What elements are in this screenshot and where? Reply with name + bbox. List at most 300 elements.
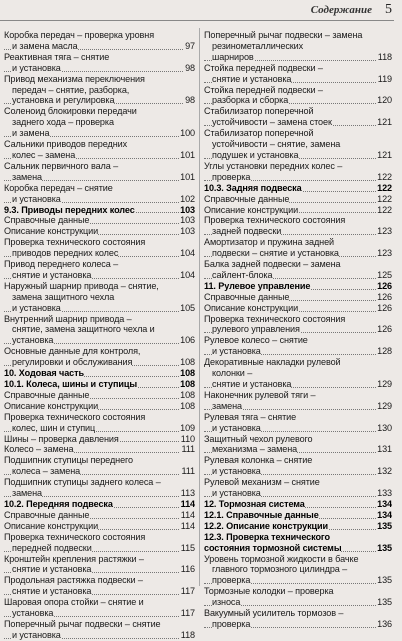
toc-text: 9.3. Приводы передних колес	[4, 204, 135, 215]
toc-line	[204, 259, 392, 270]
toc-line	[4, 499, 195, 510]
toc-line	[204, 172, 392, 183]
toc-page-number: 111	[181, 466, 195, 477]
toc-text: Тормозные колодки – проверка	[204, 586, 334, 597]
toc-line	[204, 346, 392, 357]
toc-page-number: 106	[180, 335, 195, 346]
toc-line	[4, 586, 195, 597]
toc-text: Подшипник ступицы переднего	[4, 455, 133, 466]
toc-text: Рулевой механизм – снятие	[204, 477, 320, 488]
toc-line	[204, 575, 392, 586]
toc-line	[204, 52, 392, 63]
toc-entry	[4, 619, 195, 641]
toc-page-number: 104	[180, 269, 195, 280]
toc-page-number: 108	[180, 389, 195, 400]
toc-line	[4, 74, 195, 85]
toc-text: Рулевая тяга – снятие	[204, 411, 297, 422]
toc-page-number: 103	[180, 204, 195, 215]
toc-entry	[4, 161, 195, 183]
toc-line	[204, 597, 392, 608]
toc-page-number: 136	[377, 618, 392, 629]
toc-entry	[204, 183, 392, 194]
toc-line	[204, 521, 392, 532]
toc-line	[204, 237, 392, 248]
toc-text: Внутренний шарнир привода –	[4, 313, 132, 324]
toc-entry	[204, 477, 392, 499]
toc-text: установка и регулировка	[12, 95, 115, 106]
toc-text: проверка	[212, 171, 251, 182]
toc-line	[4, 554, 195, 565]
toc-line	[4, 423, 195, 434]
toc-line	[4, 117, 195, 128]
toc-text: рулевого управления	[212, 324, 300, 335]
toc-text: устойчивости – замена стоек	[212, 117, 332, 128]
toc-text: Вакуумный усилитель тормозов –	[204, 608, 344, 619]
toc-text: установка	[12, 335, 54, 346]
toc-text: 10.3. Задняя подвеска	[204, 182, 302, 193]
toc-text: Коробка передач – снятие	[4, 182, 113, 193]
toc-entry	[204, 554, 392, 587]
toc-page-number: 108	[180, 368, 195, 379]
toc-text: Наружный шарнир привода – снятие,	[4, 280, 159, 291]
toc-text: Поперечный рычаг подвески – снятие	[4, 618, 161, 629]
toc-page-number: 104	[180, 248, 195, 259]
toc-line	[4, 401, 195, 412]
toc-line	[204, 161, 392, 172]
toc-text: Справочные данные	[204, 193, 290, 204]
toc-text: Проверка технического состояния	[4, 237, 146, 248]
toc-page-number: 134	[377, 509, 392, 520]
toc-page-number: 130	[377, 422, 392, 433]
toc-text: проверка	[212, 575, 251, 586]
toc-entry	[4, 237, 195, 259]
toc-page-number: 102	[180, 193, 195, 204]
toc-line	[204, 41, 392, 52]
toc-text: Продольная растяжка подвески –	[4, 575, 143, 586]
toc-entry	[4, 434, 195, 445]
toc-page-number: 126	[377, 324, 392, 335]
page-header	[0, 0, 402, 24]
toc-line	[204, 401, 392, 412]
toc-text: и установка	[212, 466, 261, 477]
toc-line	[204, 444, 392, 455]
toc-entry	[4, 183, 195, 205]
toc-line	[204, 532, 392, 543]
section-title: Содержание	[310, 4, 372, 16]
toc-line	[4, 390, 195, 401]
toc-entry	[204, 357, 392, 390]
toc-page-number: 126	[377, 280, 392, 291]
toc-entry	[4, 30, 195, 52]
toc-line	[4, 346, 195, 357]
toc-text: сайлент-блока	[212, 269, 273, 280]
toc-text: и установка	[12, 629, 61, 640]
toc-text: колеса – замена	[12, 466, 81, 477]
toc-text: Справочные данные	[4, 389, 90, 400]
toc-line	[204, 215, 392, 226]
toc-line	[204, 466, 392, 477]
toc-line	[4, 357, 195, 368]
toc-line	[4, 608, 195, 619]
toc-entry	[4, 477, 195, 499]
toc-text: Подшипник ступицы заднего колеса –	[4, 477, 161, 488]
toc-page-number: 101	[180, 149, 195, 160]
toc-line	[204, 543, 392, 554]
toc-page-number: 103	[180, 226, 195, 237]
toc-page-number: 97	[185, 40, 195, 51]
toc-entry	[204, 335, 392, 357]
toc-line	[4, 30, 195, 41]
page-number: 5	[385, 2, 392, 17]
toc-text: Реактивная тяга – снятие	[4, 51, 110, 62]
toc-line	[204, 85, 392, 96]
toc-line	[204, 324, 392, 335]
toc-line	[4, 194, 195, 205]
toc-line	[204, 303, 392, 314]
toc-page-number: 110	[180, 433, 195, 444]
toc-line	[204, 510, 392, 521]
toc-line	[4, 532, 195, 543]
toc-page-number: 131	[377, 444, 392, 455]
toc-line	[4, 215, 195, 226]
toc-page-number: 132	[377, 466, 392, 477]
toc-line	[204, 150, 392, 161]
toc-line	[204, 139, 392, 150]
toc-page-number: 126	[377, 291, 392, 302]
toc-entry	[204, 532, 392, 554]
toc-line	[4, 324, 195, 335]
toc-text: Описание конструкции	[4, 226, 99, 237]
toc-text: Углы установки передних колес –	[204, 160, 343, 171]
toc-line	[4, 597, 195, 608]
toc-entry	[4, 215, 195, 226]
toc-entry	[4, 226, 195, 237]
toc-line	[204, 564, 392, 575]
toc-text: Проверка технического состояния	[4, 411, 146, 422]
toc-text: замена защитного чехла	[12, 291, 115, 302]
toc-entry	[204, 106, 392, 128]
toc-entry	[4, 139, 195, 161]
toc-page-number: 129	[377, 379, 392, 389]
toc-text: Рулевое колесо – снятие	[204, 335, 308, 346]
toc-text: приводов передних колес	[12, 248, 119, 259]
toc-text: Справочные данные	[204, 291, 290, 302]
toc-entry	[4, 521, 195, 532]
toc-text: 10.2. Передняя подвеска	[4, 498, 113, 509]
toc-text: износа	[212, 597, 241, 608]
toc-line	[204, 357, 392, 368]
toc-text: Сальник первичного вала –	[4, 160, 119, 171]
toc-text: Уровень тормозной жидкости в бачке	[204, 553, 359, 564]
toc-entry	[4, 346, 195, 368]
toc-entry	[4, 390, 195, 401]
toc-line	[4, 455, 195, 466]
toc-page-number: 113	[180, 488, 195, 499]
toc-text: Справочные данные	[4, 215, 90, 226]
toc-line	[4, 510, 195, 521]
toc-page-number: 135	[377, 597, 392, 608]
toc-text: Справочные данные	[4, 509, 90, 520]
toc-entry	[4, 597, 195, 619]
toc-text: Защитный чехол рулевого	[204, 433, 313, 444]
toc-page-number: 122	[377, 193, 392, 204]
toc-line	[4, 379, 195, 390]
toc-text: регулировки и обслуживания	[12, 357, 133, 368]
toc-text: замена	[12, 488, 43, 499]
toc-line	[4, 128, 195, 139]
toc-line	[204, 586, 392, 597]
toc-entry	[204, 586, 392, 608]
toc-entry	[204, 281, 392, 292]
toc-page-number: 135	[377, 542, 392, 553]
toc-entry	[4, 259, 195, 281]
toc-page-number: 108	[180, 400, 195, 411]
toc-line	[4, 106, 195, 117]
toc-text: Проверка технического состояния	[4, 531, 146, 542]
toc-line	[4, 41, 195, 52]
toc-page-number: 119	[377, 73, 392, 84]
toc-entry	[204, 521, 392, 532]
toc-line	[4, 85, 195, 96]
toc-line	[204, 63, 392, 74]
toc-line	[4, 303, 195, 314]
toc-text: 10. Ходовая часть	[4, 368, 84, 379]
toc-text: Стабилизатор поперечной	[204, 106, 314, 117]
toc-column-left	[4, 30, 195, 641]
toc-line	[204, 335, 392, 346]
toc-entry	[4, 74, 195, 107]
toc-line	[4, 183, 195, 194]
toc-entry	[4, 412, 195, 434]
toc-page-number: 118	[377, 51, 392, 62]
toc-text: Основные данные для контроля,	[4, 346, 141, 357]
toc-line	[4, 161, 195, 172]
toc-entry	[4, 314, 195, 347]
toc-line	[204, 205, 392, 216]
toc-text: и замена	[12, 128, 50, 139]
toc-line	[204, 368, 392, 379]
toc-text: 10.1. Колеса, шины и ступицы	[4, 379, 138, 389]
toc-line	[4, 335, 195, 346]
toc-page-number: 133	[377, 488, 392, 499]
toc-line	[204, 379, 392, 390]
toc-text: заднего хода – проверка	[12, 117, 114, 128]
toc-text: Описание конструкции	[4, 400, 99, 411]
toc-text: и установка	[12, 302, 61, 313]
toc-line	[204, 477, 392, 488]
toc-text: замена	[212, 400, 243, 411]
toc-line	[204, 183, 392, 194]
toc-text: снятие и установка	[12, 564, 92, 575]
toc-page-number: 122	[377, 204, 392, 215]
toc-text: снятие и установка	[212, 379, 292, 389]
toc-text: снятие и установка	[12, 269, 92, 280]
toc-text: колес – замена	[12, 149, 76, 160]
toc-line	[204, 488, 392, 499]
toc-entry	[4, 575, 195, 597]
toc-line	[204, 608, 392, 619]
toc-line	[4, 172, 195, 183]
toc-page-number: 117	[180, 586, 195, 597]
toc-entry	[4, 52, 195, 74]
toc-line	[204, 270, 392, 281]
toc-text: Балка задней подвески – замена	[204, 259, 341, 270]
toc-text: снятие и установка	[12, 586, 92, 597]
toc-line	[4, 63, 195, 74]
toc-text: и установка	[12, 193, 61, 204]
toc-text: колес, шин и ступиц	[12, 422, 96, 433]
toc-line	[4, 248, 195, 259]
toc-text: передач – снятие, разборка,	[12, 84, 130, 95]
toc-page-number: 121	[377, 149, 392, 160]
toc-text: 12. Тормозная система	[204, 498, 305, 509]
toc-text: Описание конструкции	[204, 204, 299, 215]
toc-entry	[4, 368, 195, 379]
toc-page-number: 108	[180, 357, 195, 368]
toc-entry	[4, 510, 195, 521]
toc-text: Коробка передач – проверка уровня	[4, 30, 155, 40]
toc-line	[4, 205, 195, 216]
toc-text: состояния тормозной системы	[204, 542, 342, 553]
toc-text: главного тормозного цилиндра –	[212, 564, 348, 575]
toc-text: подвески – снятие и установка	[212, 248, 339, 259]
toc-text: шарниров	[212, 51, 254, 62]
toc-page-number: 111	[181, 444, 195, 455]
toc-line	[4, 150, 195, 161]
toc-line	[4, 466, 195, 477]
toc-text: механизма – замена	[212, 444, 298, 455]
toc-text: Рулевая колонка – снятие	[204, 455, 313, 466]
toc-text: Соленоид блокировки передачи	[4, 106, 137, 117]
toc-entry	[4, 205, 195, 216]
toc-page-number: 123	[377, 248, 392, 259]
toc-text: Привод механизма переключения	[4, 73, 145, 84]
toc-text: устойчивости – снятие, замена	[212, 139, 341, 150]
toc-line	[204, 434, 392, 445]
toc-line	[204, 423, 392, 434]
toc-entry	[204, 30, 392, 63]
toc-line	[204, 248, 392, 259]
toc-line	[204, 194, 392, 205]
toc-line	[204, 292, 392, 303]
toc-page-number: 116	[180, 564, 195, 575]
toc-entry	[4, 554, 195, 576]
toc-text: Наконечник рулевой тяги –	[204, 389, 316, 400]
toc-entry	[204, 128, 392, 161]
toc-line	[4, 270, 195, 281]
toc-text: подушек и установка	[212, 149, 299, 160]
toc-line	[204, 554, 392, 565]
toc-page-number: 100	[180, 128, 195, 139]
toc-page-number: 120	[377, 95, 392, 106]
toc-page-number: 135	[377, 520, 392, 531]
toc-line	[4, 434, 195, 445]
toc-text: Шаровая опора стойки – снятие и	[4, 597, 144, 608]
toc-text: Проверка технического состояния	[204, 215, 346, 226]
toc-line	[4, 281, 195, 292]
toc-line	[4, 564, 195, 575]
toc-text: Колесо – замена	[4, 444, 74, 455]
toc-text: Стабилизатор поперечной	[204, 128, 314, 139]
toc-text: Проверка технического состояния	[204, 313, 346, 324]
toc-line	[204, 128, 392, 139]
toc-entry	[204, 510, 392, 521]
toc-text: колонки –	[212, 368, 253, 379]
toc-entry	[4, 379, 195, 390]
toc-line	[4, 488, 195, 499]
toc-page-number: 117	[180, 608, 195, 619]
toc-text: 12.1. Справочные данные	[204, 509, 319, 520]
toc-entry	[204, 455, 392, 477]
toc-page-number: 114	[180, 498, 195, 509]
toc-text: Декоративные накладки рулевой	[204, 357, 341, 368]
toc-text: и установка	[212, 488, 261, 499]
toc-line	[4, 444, 195, 455]
toc-text: 12.3. Проверка технического	[204, 531, 330, 542]
toc-text: и замена масла	[12, 40, 78, 51]
toc-page-number: 121	[377, 117, 392, 128]
toc-entry	[4, 532, 195, 554]
toc-entry	[204, 499, 392, 510]
toc-entry	[204, 205, 392, 216]
toc-text: и установка	[12, 62, 61, 73]
toc-page-number: 115	[180, 542, 195, 553]
toc-line	[4, 314, 195, 325]
toc-entry	[204, 303, 392, 314]
toc-text: Амортизатор и пружина задней	[204, 237, 335, 248]
toc-page-number: 103	[180, 215, 195, 226]
toc-text: установка	[12, 608, 54, 619]
toc-page-number: 128	[377, 346, 392, 357]
toc-text: и установка	[212, 346, 261, 357]
toc-page-number: 135	[377, 575, 392, 586]
toc-line	[4, 630, 195, 641]
toc-line	[4, 292, 195, 303]
toc-line	[204, 74, 392, 85]
toc-line	[4, 477, 195, 488]
toc-line	[204, 117, 392, 128]
toc-line	[204, 455, 392, 466]
toc-page-number: 114	[180, 509, 195, 520]
toc-page-number: 98	[185, 62, 195, 73]
toc-line	[204, 499, 392, 510]
toc-line	[204, 390, 392, 401]
toc-entry	[204, 390, 392, 412]
toc-line	[204, 281, 392, 292]
toc-line	[4, 543, 195, 554]
toc-entry	[204, 608, 392, 630]
toc-line	[4, 575, 195, 586]
toc-entry	[4, 455, 195, 477]
toc-text: Описание конструкции	[204, 302, 299, 313]
toc-text: Стойка передней подвески –	[204, 62, 323, 73]
toc-line	[204, 106, 392, 117]
toc-text: задней подвески	[212, 226, 282, 237]
toc-text: снятие и установка	[212, 73, 292, 84]
toc-entry	[4, 499, 195, 510]
toc-page-number: 118	[180, 629, 195, 640]
toc-entry	[204, 412, 392, 434]
toc-line	[4, 521, 195, 532]
toc-entry	[204, 63, 392, 85]
toc-text: 11. Рулевое управление	[204, 280, 311, 291]
toc-text: разборка и сборка	[212, 95, 289, 106]
toc-line	[204, 619, 392, 630]
toc-line	[204, 95, 392, 106]
toc-page-number: 134	[377, 498, 392, 509]
column-divider	[199, 28, 200, 586]
header-rule	[0, 20, 394, 21]
